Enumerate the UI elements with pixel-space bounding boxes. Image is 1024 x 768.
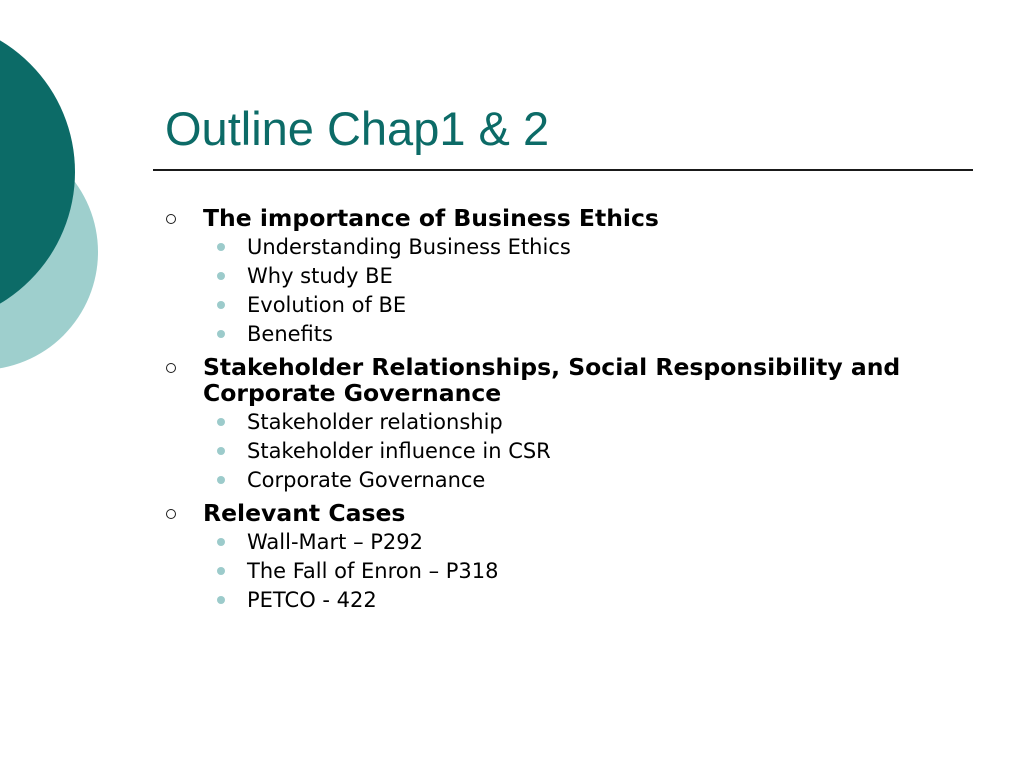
sub-item-label: Understanding Business Ethics <box>247 235 571 259</box>
sub-item <box>165 438 955 467</box>
sub-item-label: Corporate Governance <box>247 468 486 492</box>
dot-bullet-icon <box>217 301 225 309</box>
dot-bullet-icon <box>217 538 225 546</box>
sub-item <box>165 558 955 587</box>
dot-bullet-icon <box>217 418 225 426</box>
section-heading: Stakeholder Relationships, Social Responsibility and Corporate Governance <box>203 353 901 407</box>
dot-bullet-icon <box>217 567 225 575</box>
sub-item-label: The Fall of Enron – P318 <box>247 559 499 583</box>
dot-bullet-icon <box>217 330 225 338</box>
sub-item-label: Evolution of BE <box>247 293 407 317</box>
section-heading: Relevant Cases <box>203 499 406 527</box>
sub-item-list <box>203 409 955 496</box>
sub-item <box>165 467 955 496</box>
sub-item <box>165 292 955 321</box>
outline-list <box>165 205 955 616</box>
outline-section <box>165 500 955 616</box>
outline-section <box>165 354 955 496</box>
dot-bullet-icon <box>217 243 225 251</box>
decorative-circles <box>0 0 120 420</box>
hollow-circle-bullet-icon <box>166 363 176 373</box>
sub-item <box>165 263 955 292</box>
sub-item <box>165 409 955 438</box>
dot-bullet-icon <box>217 272 225 280</box>
dot-bullet-icon <box>217 476 225 484</box>
section-heading: The importance of Business Ethics <box>203 204 659 232</box>
hollow-circle-bullet-icon <box>166 509 176 519</box>
sub-item-label: Wall-Mart – P292 <box>247 530 423 554</box>
sub-item-label: Stakeholder relationship <box>247 410 503 434</box>
title-divider <box>153 169 973 171</box>
slide-title: Outline Chap1 & 2 <box>165 102 550 155</box>
dot-bullet-icon <box>217 596 225 604</box>
sub-item-list <box>203 234 955 350</box>
sub-item-list <box>203 529 955 616</box>
sub-item <box>165 234 955 263</box>
sub-item-label: PETCO - 422 <box>247 588 377 612</box>
sub-item-label: Stakeholder influence in CSR <box>247 439 551 463</box>
sub-item-label: Benefits <box>247 322 333 346</box>
outline-section <box>165 205 955 350</box>
dot-bullet-icon <box>217 447 225 455</box>
sub-item <box>165 321 955 350</box>
sub-item <box>165 587 955 616</box>
sub-item-label: Why study BE <box>247 264 393 288</box>
hollow-circle-bullet-icon <box>166 214 176 224</box>
sub-item <box>165 529 955 558</box>
